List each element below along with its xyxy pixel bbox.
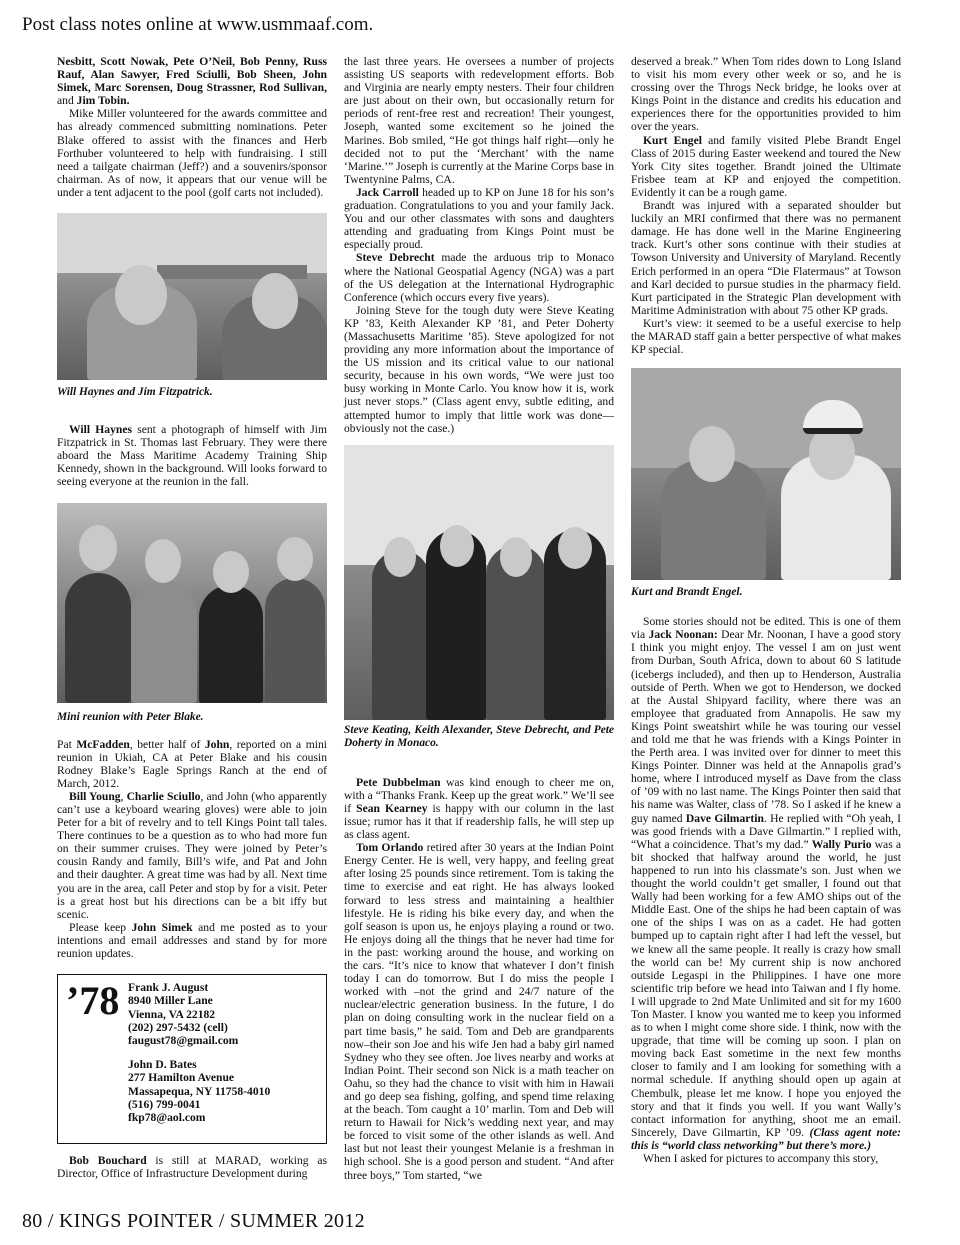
- agent-city: Massapequa, NY 11758-4010: [128, 1084, 271, 1098]
- text: Pat: [57, 737, 77, 751]
- agent-email: faugust78@gmail.com: [128, 1033, 239, 1047]
- column-1: [57, 55, 327, 1180]
- paragraph: [57, 790, 327, 921]
- paragraph: [344, 776, 614, 841]
- paragraph: [57, 423, 327, 488]
- paragraph: the last three years. He oversees a number of projects assisting US seaports with redevelopment efforts. Bob and Virginia are nearly empty nesters. Their four children are just about on their own, but occasionally return for periods of rent-free rest and recreation! Their youngest, Joseph, wanted some excitement so he joined the Marines. Bob smiled, “He got things half right—only he decided not to put the ‘Merchant’ with the name ‘Marine.’” Joseph is currently at the Marine Corps base in Twentynine Palms, CA.: [344, 55, 614, 186]
- name: Jack Carroll: [356, 185, 419, 199]
- text: Some stories should not be edited. This is one of them via: [631, 615, 901, 642]
- text: retired after 30 years at the Indian Point Energy Center. He is well, very happy, and feeling great after losing 25 pounds since retirement. Tom is taking the time to exercise and eat right. He has always looked forward to less stress and maintaining a healthier lifestyle. He is riding his bike every day, and when the golf season is upon us, he enjoys playing a round or two. He enjoys doing all the things that he never had time for in the past: working around the house, and working on the cars. “It’s nice to know that whatever I don’t finish today I can do tomorrow. But I do miss the people I worked with –not the grind and 24/7 nature of the nuclear/electric generation business. In the future, I do plan on doing consulting work in the nuclear field on a part time basis,” he said. Tom and Deb are grandparents now–their son Joe and his wife Jen had a baby girl named Sydney who they see often. Joe lives nearby and works at Indian Point. Their second son Nick is a math teacher on Oahu, so they had the chance to visit with him in Hawaii and go deep sea fishing, golfing, and spend time relaxing at the beach. Tom caught a 10’ marlin. Tom and Deb will return to Hawaii for Nick’s wedding next year, and may be forced to visit some of the other islands as well. And last but not least their youngest Melanie is a freshman in high school. She is a good person and student. “And after three boys,” Tom started, “we: [344, 841, 614, 1182]
- text: was a bit shocked that halfway around the world, he just happened to run into his classmate’s son. Just when we thought the world couldn’t get smaller, I found out that Wally had been working for a few AMO ships out of the Middle East. One of the ships he had been captain of was one of the ships I was on as a cadet. He had gotten bumped up to captain right after I had left the vessel, but we knew all the same people. It really is crazy how small the world can be! My current ship is now anchored outside Legaspi in the Philippines. I have one more scientific trip before we head into Taiwan and I fly home. I will upgrade to 2nd Mate Unlimited and sit for my 1600 Ton Master. I know you wanted me to keep you informed as to when I might come shore side. I think, now with the upgrade, that time will be coming up soon. I plan on moving back East sometime in the next few months closer to family and I am looking for something with a normal schedule. If anything should open up again at Chembulk, please let me know. I hope you enjoyed the story and that it finds you well. If you want Wally’s contact information for anything, shoot me an email. Sincerely, Dave Gilmartin, KP ’09.: [631, 837, 901, 1139]
- text: ,: [120, 789, 127, 803]
- text: sent a photograph of himself with Jim Fitzpatrick in St. Thomas last February. They were there aboard the Mass Maritime Academy Training Ship Kennedy, shown in the background. Will looks forward to seeing everyone at the reunion in the fall.: [57, 423, 327, 489]
- agent-address: 277 Hamilton Avenue: [128, 1071, 235, 1085]
- name: Tom Orlando: [356, 841, 424, 855]
- agent-city: Vienna, VA 22182: [128, 1007, 216, 1021]
- photo-monaco: [344, 445, 614, 720]
- column-2: [344, 55, 614, 1182]
- text: , better half of: [129, 737, 205, 751]
- photo-caption: Mini reunion with Peter Blake.: [57, 710, 204, 723]
- text: . He replied with “Oh yeah, I was good friends with a Dave Gilmartin.” I replied with, “What a coincidence. That’s my dad.”: [631, 811, 901, 851]
- photo-caption: Will Haynes and Jim Fitzpatrick.: [57, 386, 213, 399]
- name-list: Nesbitt, Scott Nowak, Pete O’Neil, Bob Penny, Russ Rauf, Alan Sawyer, Fred Sciulli, Bob Sheen, John Simek, Marc Sorensen, Doug Strassner, Rod Sullivan,: [57, 55, 327, 95]
- paragraph: [344, 841, 614, 1181]
- paragraph: [631, 615, 901, 1152]
- name: John Simek: [131, 920, 193, 934]
- paragraph: [344, 186, 614, 251]
- page-footer: 80 / KINGS POINTER / SUMMER 2012: [22, 1210, 365, 1232]
- paragraph: [57, 738, 327, 790]
- paragraph: [57, 1154, 327, 1180]
- agent-name: Frank J. August: [128, 981, 209, 995]
- paragraph: Brandt was injured with a separated shoulder but luckily an MRI confirmed that there was no permanent damage. He has done well in the Marine Engineering track. Kurt’s other sons continue with their studies at Towson University and University of Maryland. Recently Erich performed in an opera “Die Flatermaus” at Towson and Karl decided to pursue studies in the pharmacy field. Kurt participated in the Strategic Plan development with Maritime Administration with about 75 other KP grads.: [631, 199, 901, 317]
- paragraph: [57, 55, 327, 107]
- paragraph: deserved a break.” When Tom rides down to Long Island to visit his mom every other week or so, and he is crossing over the Throgs Neck bridge, he looks over at Kings Point in the distance and credits his education and experiences there for the opportunities provided to him over the years.: [631, 55, 901, 134]
- text: is happy with our column in the last issue; rumor has it that if readership falls, he will step up as class agent.: [344, 801, 614, 842]
- name: Kurt Engel: [643, 133, 702, 147]
- photo-kurt-brandt: [631, 368, 901, 580]
- agent-email: fkp78@aol.com: [128, 1110, 206, 1124]
- paragraph: Kurt’s view: it seemed to be a useful exercise to help the MARAD staff gain a better perspective of what makes KP special.: [631, 316, 901, 357]
- text: Dear Mr. Noonan, I have a good story I think you might enjoy. The vessel I am on just went from Durban, South Africa, down to about 60 S latitude (icebergs included), and then up to Henderson, Australia outside of Perth. When we got to Henderson, we docked at the Austal Shipyard facility, where there was an employee that graduated from Annapolis. He saw my Kings Point sweatshirt while he was touring our vessel and told me that he was friends with a Kings Pointer in the Perth area. I was invited over for dinner to meet this Kings Pointer. Dinner was held at the Annapolis grad’s home, where I introduced myself as Dave from the class of ’09 with no last name. The Kings Pointer then said that his name was Walter, class of ’78. So I asked if he knew a guy named: [631, 628, 901, 825]
- text: headed up to KP on June 18 for his son’s graduation. Congratulations to you and your family Jack. You and our other classmates with sons and daughters attending and graduating from Kings Point must be especially proud.: [344, 185, 614, 252]
- class-year: ’78: [66, 978, 120, 1024]
- name: Will Haynes: [69, 423, 132, 437]
- text: is still at MARAD, working as Director, Office of Infrastructure Development during: [57, 1154, 327, 1181]
- name: McFadden: [76, 737, 130, 751]
- paragraph: When I asked for pictures to accompany this story,: [643, 1152, 879, 1165]
- text: and: [57, 94, 77, 108]
- page-header: Post class notes online at www.usmmaaf.com.: [22, 14, 374, 35]
- name: Bob Bouchard: [69, 1154, 147, 1168]
- class-agent-contacts: [128, 981, 270, 1137]
- photo-caption: Steve Keating, Keith Alexander, Steve Debrecht, and Pete Doherty in Monaco.: [344, 723, 614, 749]
- name: Bill Young: [69, 789, 121, 803]
- text: was kind enough to cheer me on, with a “Thanks Frank. Keep up the great work.” We’ll see if: [344, 775, 614, 815]
- paragraph: [631, 134, 901, 199]
- name: John: [204, 737, 230, 751]
- text: and me posted as to your intentions and email addresses and stand by for more reunion updates.: [57, 920, 327, 960]
- class-agent-note: (Class agent note: this is “world class networking” but there’s more.): [631, 1125, 901, 1152]
- name: Wally Purio: [811, 837, 872, 851]
- text: Please keep: [69, 920, 132, 934]
- text: and family visited Plebe Brandt Engel Class of 2015 during Easter weekend and toured the New York City sites together. Brandt joined the Ultimate Frisbee team at KP and enjoyed the competition. Evidently it can be a rough game.: [631, 133, 901, 199]
- name: Dave Gilmartin: [685, 811, 764, 825]
- text: , reported on a mini reunion in Ukiah, CA at Peter Blake and his cousin Rodney Blake’s Eagle Springs Ranch at the end of March, 2012.: [57, 737, 327, 790]
- photo-haynes-fitzpatrick: [57, 213, 327, 380]
- paragraph: [344, 251, 614, 303]
- agent-address: 8940 Miller Lane: [128, 994, 213, 1008]
- name: Charlie Sciullo: [126, 789, 201, 803]
- column-3: [631, 55, 901, 1165]
- name: Jim Tobin.: [76, 94, 130, 108]
- paragraph: Mike Miller volunteered for the awards committee and has already commenced submitting nominations. Peter Blake offered to assist with the finances and Herb Forthuber volunteered to help with fundraising. I still need a tailgate chairman (Jeff?) and a souvenirs/sponsor chairman. As of now, it appears that our venue will be under a tent adjacent to the pool (golf carts not included).: [57, 107, 327, 199]
- paragraph: Joining Steve for the tough duty were Steve Keating KP ’83, Keith Alexander KP ’81, and Peter Doherty (Massachusetts Maritime ’85). Steve apologized for not providing any more information about the importance of the US mission and its critical value to our national security, because in his own words, “We were just too busy working in Monte Carlo. You know how it is, work just never stops.” (Class agent envy, subtle editing, and attempted humor to imply that little work was done—obviously not the case.): [344, 303, 614, 435]
- class-agent-box: [57, 974, 327, 1144]
- text: made the arduous trip to Monaco where the National Geospatial Agency (NGA) was a part of the US delegation at the International Hydrographic Conference (which occurs every five years).: [344, 251, 614, 304]
- name: Sean Kearney: [356, 801, 428, 815]
- agent-phone: (516) 799-0041: [128, 1097, 201, 1111]
- agent-name: John D. Bates: [128, 1058, 197, 1072]
- agent-phone: (202) 297-5432 (cell): [128, 1020, 228, 1034]
- name: Steve Debrecht: [356, 251, 435, 265]
- photo-mini-reunion: [57, 503, 327, 703]
- photo-caption: Kurt and Brandt Engel.: [631, 586, 743, 599]
- name: Pete Dubbelman: [356, 775, 441, 789]
- name: Jack Noonan:: [648, 628, 718, 642]
- text: , and John (who apparently can’t use a keyboard wearing gloves) were able to join Peter for a bit of revelry and to tell Kings Point tall tales. There continues to be a question as to who had more fun on their summer cruises. They were joined by Peter’s cousin Randy and family, Bill’s wife, and Pat and John and their daughter. A great time was had by all. Next time you are in the area, call Peter and stop by for a visit. Peter is a great host but his directions can be a bit iffy but scenic.: [57, 789, 327, 921]
- paragraph: [57, 921, 327, 960]
